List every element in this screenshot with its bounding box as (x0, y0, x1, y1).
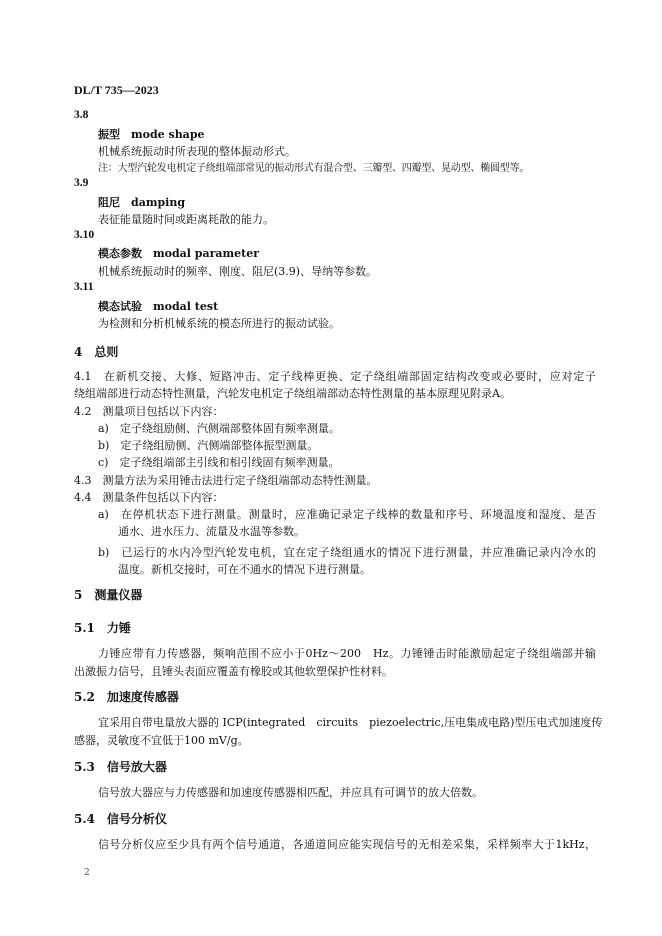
term-title: 模态参数 modal parameter (98, 247, 260, 260)
paragraph-line: 宜采用自带电量放大器的 ICP(integrated circuits piezoelectric,压电集成电路)型压电式加速度传 (98, 716, 603, 729)
clause-4-4: 4.4 测量条件包括以下内容： (74, 491, 224, 504)
subsection-heading: 5.4 信号分析仪 (74, 812, 167, 826)
term-definition: 为检测和分析机械系统的模态所进行的振动试验。 (98, 317, 340, 330)
clause-4-1-line1: 4.1 在新机交接、大修、短路冲击、定子线棒更换、定子绕组端部固定结构改变或必要时，应对定子 (74, 370, 596, 383)
list-item-continued: 通水、进水压力、流量及水温等参数。 (118, 525, 305, 538)
clause-4-1-line2: 绕组端部进行动态特性测量，汽轮发电机定子绕组端部动态特性测量的基本原理见附录A。 (74, 387, 511, 400)
term-definition: 表征能量随时间或距离耗散的能力。 (98, 213, 274, 226)
paragraph-line: 感器，灵敏度不宜低于100 mV/g。 (74, 734, 249, 747)
section-heading: 4 总则 (74, 345, 119, 359)
clause-4-3: 4.3 测量方法为采用锤击法进行定子绕组端部动态特性测量。 (74, 474, 378, 487)
clause-4-2: 4.2 测量项目包括以下内容： (74, 405, 224, 418)
list-item: c) 定子绕组端部主引线和相引线固有频率测量。 (98, 456, 340, 469)
subsection-heading: 5.3 信号放大器 (74, 760, 167, 774)
term-title: 阻尼 damping (98, 196, 186, 209)
document-code: DL/T 735—2023 (74, 83, 159, 97)
paragraph-line: 信号分析仪应至少具有两个信号通道，各通道间应能实现信号的无相差采集，采样频率大于1kHz， (98, 838, 596, 851)
term-title: 振型 mode shape (98, 128, 205, 141)
paragraph-line: 信号放大器应与力传感器和加速度传感器相匹配，并应具有可调节的放大倍数。 (98, 786, 483, 799)
list-item: b) 定子绕组励侧、汽侧端部整体振型测量。 (98, 439, 319, 452)
section-heading: 5 测量仪器 (74, 588, 143, 602)
list-item: b) 已运行的水内冷型汽轮发电机，宜在定子绕组通水的情况下进行测量，并应准确记录内冷水的 (98, 546, 596, 559)
page-number: 2 (84, 868, 90, 878)
term-number: 3.8 (74, 109, 89, 121)
term-number: 3.10 (74, 229, 95, 241)
term-title: 模态试验 modal test (98, 300, 219, 313)
term-definition: 机械系统振动时所表现的整体振动形式。 (98, 145, 296, 158)
subsection-heading: 5.2 加速度传感器 (74, 690, 179, 704)
subsection-heading: 5.1 力锤 (74, 621, 131, 635)
term-number: 3.11 (74, 281, 94, 293)
paragraph-line: 力锤应带有力传感器，频响范围不应小于0Hz～200 Hz。力锤锤击时能激励起定子绕组端部并输 (98, 647, 596, 660)
list-item: a) 在停机状态下进行测量。测量时，应准确记录定子线棒的数量和序号、环境温度和湿度、是否 (98, 508, 596, 521)
list-item-continued: 温度。新机交接时，可在不通水的情况下进行测量。 (118, 563, 371, 576)
list-item: a) 定子绕组励侧、汽侧端部整体固有频率测量。 (98, 422, 340, 435)
paragraph-line: 出激振力信号，且锤头表面应覆盖有橡胶或其他软塑保护性材料。 (74, 665, 393, 678)
term-note: 注：大型汽轮发电机定子绕组端部常见的振动形式有混合型、三瓣型、四瓣型、晃动型、椭圆型等。 (98, 163, 530, 174)
term-definition: 机械系统振动时的频率、刚度、阻尼(3.9)、导纳等参数。 (98, 265, 378, 278)
term-number: 3.9 (74, 177, 89, 189)
